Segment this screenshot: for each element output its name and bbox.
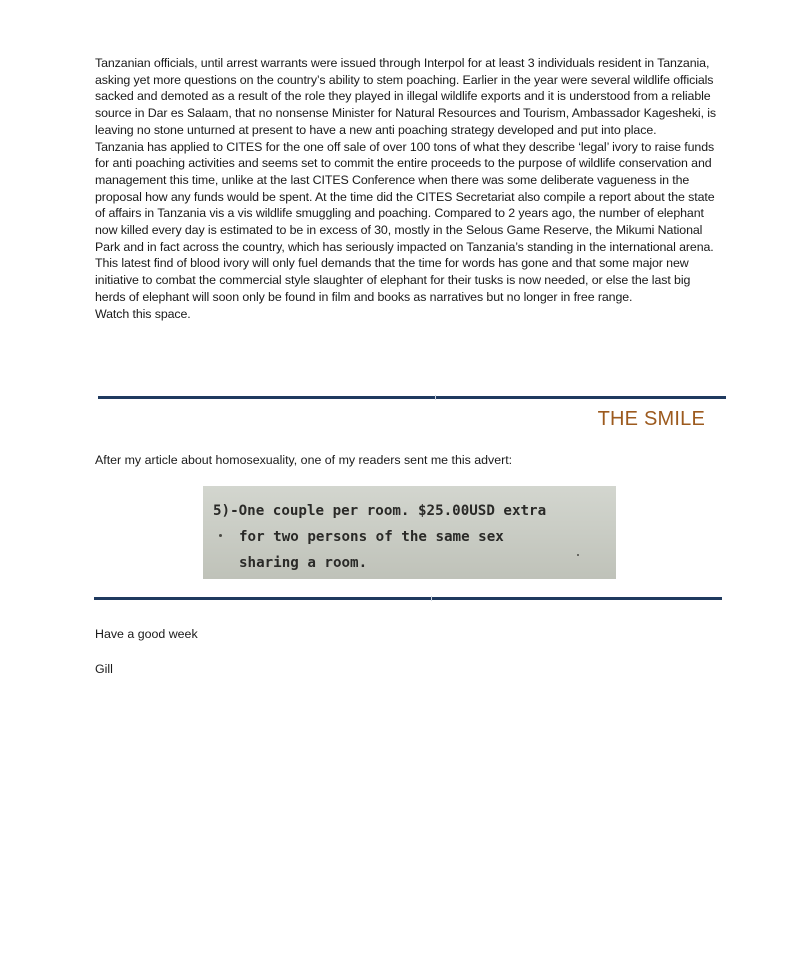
advert-image bbox=[203, 486, 616, 579]
signature: Gill bbox=[95, 662, 113, 676]
article-body bbox=[95, 55, 720, 322]
article-paragraph-1: Tanzanian officials, until arrest warrants were issued through Interpol for at least 3 individuals resident in Tanzania, asking yet more questions on the country’s ability to stem poaching. Earlier in the year were several wildlife officials sacked and demoted as a result of the role they played in illegal wildlife exports and it is understood from a reliable source in Dar es Salaam, that no nonsense Minister for Natural Resources and Tourism, Ambassador Kagesheki, is leaving no stone unturned at present to have a new anti poaching strategy developed and put into place. bbox=[95, 56, 717, 137]
advert-line-3: sharing a room. bbox=[239, 555, 368, 571]
section-divider-bottom bbox=[94, 597, 722, 600]
paper-speck bbox=[219, 534, 222, 537]
advert-line-1: 5)-One couple per room. $25.00USD extra bbox=[213, 503, 547, 519]
paper-speck bbox=[577, 554, 579, 556]
article-paragraph-3: Watch this space. bbox=[95, 306, 191, 321]
advert-line-2: for two persons of the same sex bbox=[239, 529, 504, 545]
section-divider-top bbox=[98, 396, 726, 399]
closing-greeting: Have a good week bbox=[95, 627, 198, 641]
article-paragraph-2: Tanzania has applied to CITES for the one off sale of over 100 tons of what they describe ‘legal’ ivory to raise funds for anti poaching activities and seems set to commit the entire proceeds to the purpose of wildlife conservation and management this time, unlike at the last CITES Conference when there was some deliberate vagueness in the proposal how any funds would be spent. At the time did the CITES Secretariat also compile a report about the state of affairs in Tanzania vis a vis wildlife smuggling and poaching. Compared to 2 years ago, the number of elephant now killed every day is estimated to be in excess of 30, mostly in the Selous Game Reserve, the Mikumi National Park and in fact across the country, which has seriously impacted on Tanzania’s standing in the international arena. This latest find of blood ivory will only fuel demands that the time for words has gone and that some major new initiative to combat the commercial style slaughter of elephant for their tusks is now needed, or else the last big herds of elephant will soon only be found in film and books as narratives but no longer in free range. bbox=[95, 139, 715, 304]
smile-intro: After my article about homosexuality, one of my readers sent me this advert: bbox=[95, 453, 513, 467]
section-title: THE SMILE bbox=[597, 408, 705, 430]
